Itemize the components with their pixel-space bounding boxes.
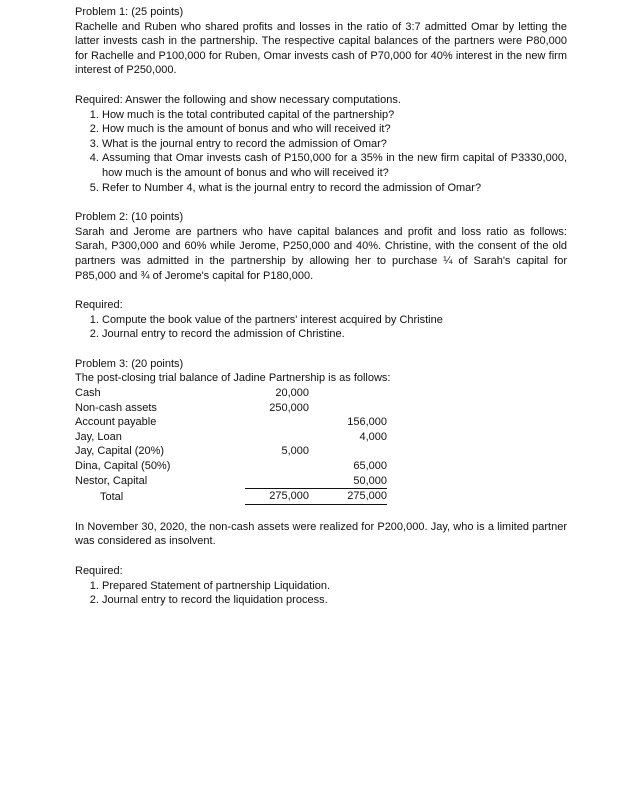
- account-name: Jay, Loan: [75, 430, 122, 443]
- account-name: Jay, Capital (20%): [75, 445, 165, 458]
- problem-2-section: [75, 210, 567, 342]
- debit-amount: 20,000: [275, 387, 309, 400]
- table-row: [75, 430, 387, 445]
- credit-amount: 50,000: [353, 474, 387, 487]
- table-row: [75, 474, 387, 489]
- list-item: 2. Journal entry to record the liquidation process.: [102, 593, 567, 608]
- account-name: Nestor, Capital: [75, 475, 148, 488]
- problem-1-body: Rachelle and Ruben who shared profits and losses in the ratio of 3:7 admitted Omar by letting the latter invests cash in the partnership. The respective capital balances of the partners were P80,000 for Rachelle and P100,000 for Ruben, Omar invests cash of P70,000 for 40% interest in the new firm interest of P250,000.: [75, 20, 567, 77]
- list-item: 1. How much is the total contributed capital of the partnership?: [102, 108, 567, 123]
- problem-2-required-label: Required:: [75, 299, 123, 312]
- debit-amount: 250,000: [269, 401, 309, 414]
- debit-amount: [245, 430, 309, 445]
- debit-amount: [245, 415, 309, 430]
- credit-amount: [309, 401, 387, 416]
- table-row: [75, 386, 387, 401]
- list-item: 3. What is the journal entry to record the admission of Omar?: [102, 137, 567, 152]
- list-item: 4. Assuming that Omar invests cash of P150,000 for a 35% in the new firm capital of P3330,000, how much is the amount of bonus and who will received it?: [102, 151, 567, 180]
- account-name: Account payable: [75, 416, 157, 429]
- trial-balance-table: [75, 386, 387, 505]
- credit-amount: [309, 444, 387, 459]
- debit-amount: [245, 459, 309, 474]
- table-total-row: [75, 489, 387, 505]
- table-row: [75, 459, 387, 474]
- problem-1-title: Problem 1: (25 points): [75, 6, 184, 18]
- table-row: [75, 444, 387, 459]
- table-row: [75, 401, 387, 416]
- total-credit-amount: 275,000: [309, 489, 387, 505]
- list-item: 2. How much is the amount of bonus and who will received it?: [102, 122, 567, 137]
- credit-amount: [309, 386, 387, 401]
- total-label: Total: [100, 490, 124, 503]
- problem-3-note: In November 30, 2020, the non-cash assets were realized for P200,000. Jay, who is a limited partner was considered as insolvent.: [75, 520, 567, 548]
- table-row: [75, 415, 387, 430]
- problem-2-title: Problem 2: (10 points): [75, 211, 184, 224]
- total-debit-amount: 275,000: [245, 489, 309, 505]
- credit-amount: 65,000: [353, 460, 387, 473]
- problem-3-title: Problem 3: (20 points): [75, 357, 184, 370]
- credit-amount: 4,000: [359, 430, 387, 443]
- problem-3-requirements-list: [75, 579, 567, 608]
- credit-amount: 156,000: [347, 416, 387, 429]
- problem-1-section: [75, 5, 567, 195]
- list-item: 1. Compute the book value of the partners' interest acquired by Christine: [102, 313, 567, 328]
- account-name: Non-cash assets: [75, 401, 157, 414]
- debit-amount: [245, 474, 309, 489]
- problem-3-required-label: Required:: [75, 565, 123, 577]
- problem-3-intro: The post-closing trial balance of Jadine Partnership is as follows:: [75, 372, 391, 385]
- problem-1-required-label: Required: Answer the following and show necessary computations.: [75, 93, 401, 106]
- list-item: 1. Prepared Statement of partnership Liquidation.: [102, 579, 567, 594]
- problem-2-body: Sarah and Jerome are partners who have capital balances and profit and loss ratio as follows: Sarah, P300,000 and 60% while Jerome, P250,000 and 40%. Christine, with the consent of the old partners was admitted in the partnership by allowing her to purchase ¼ of Sarah's capital for P85,000 and ¾ of Jerome's capital for P180,000.: [75, 225, 567, 282]
- account-name: Dina, Capital (50%): [75, 460, 171, 473]
- account-name: Cash: [75, 387, 101, 400]
- list-item: 5. Refer to Number 4, what is the journal entry to record the admission of Omar?: [102, 181, 567, 196]
- debit-amount: 5,000: [281, 445, 309, 458]
- problem-3-section: [75, 357, 567, 608]
- problem-2-requirements-list: [75, 313, 567, 342]
- problem-1-requirements-list: [75, 108, 567, 196]
- list-item: 2. Journal entry to record the admission of Christine.: [102, 327, 567, 342]
